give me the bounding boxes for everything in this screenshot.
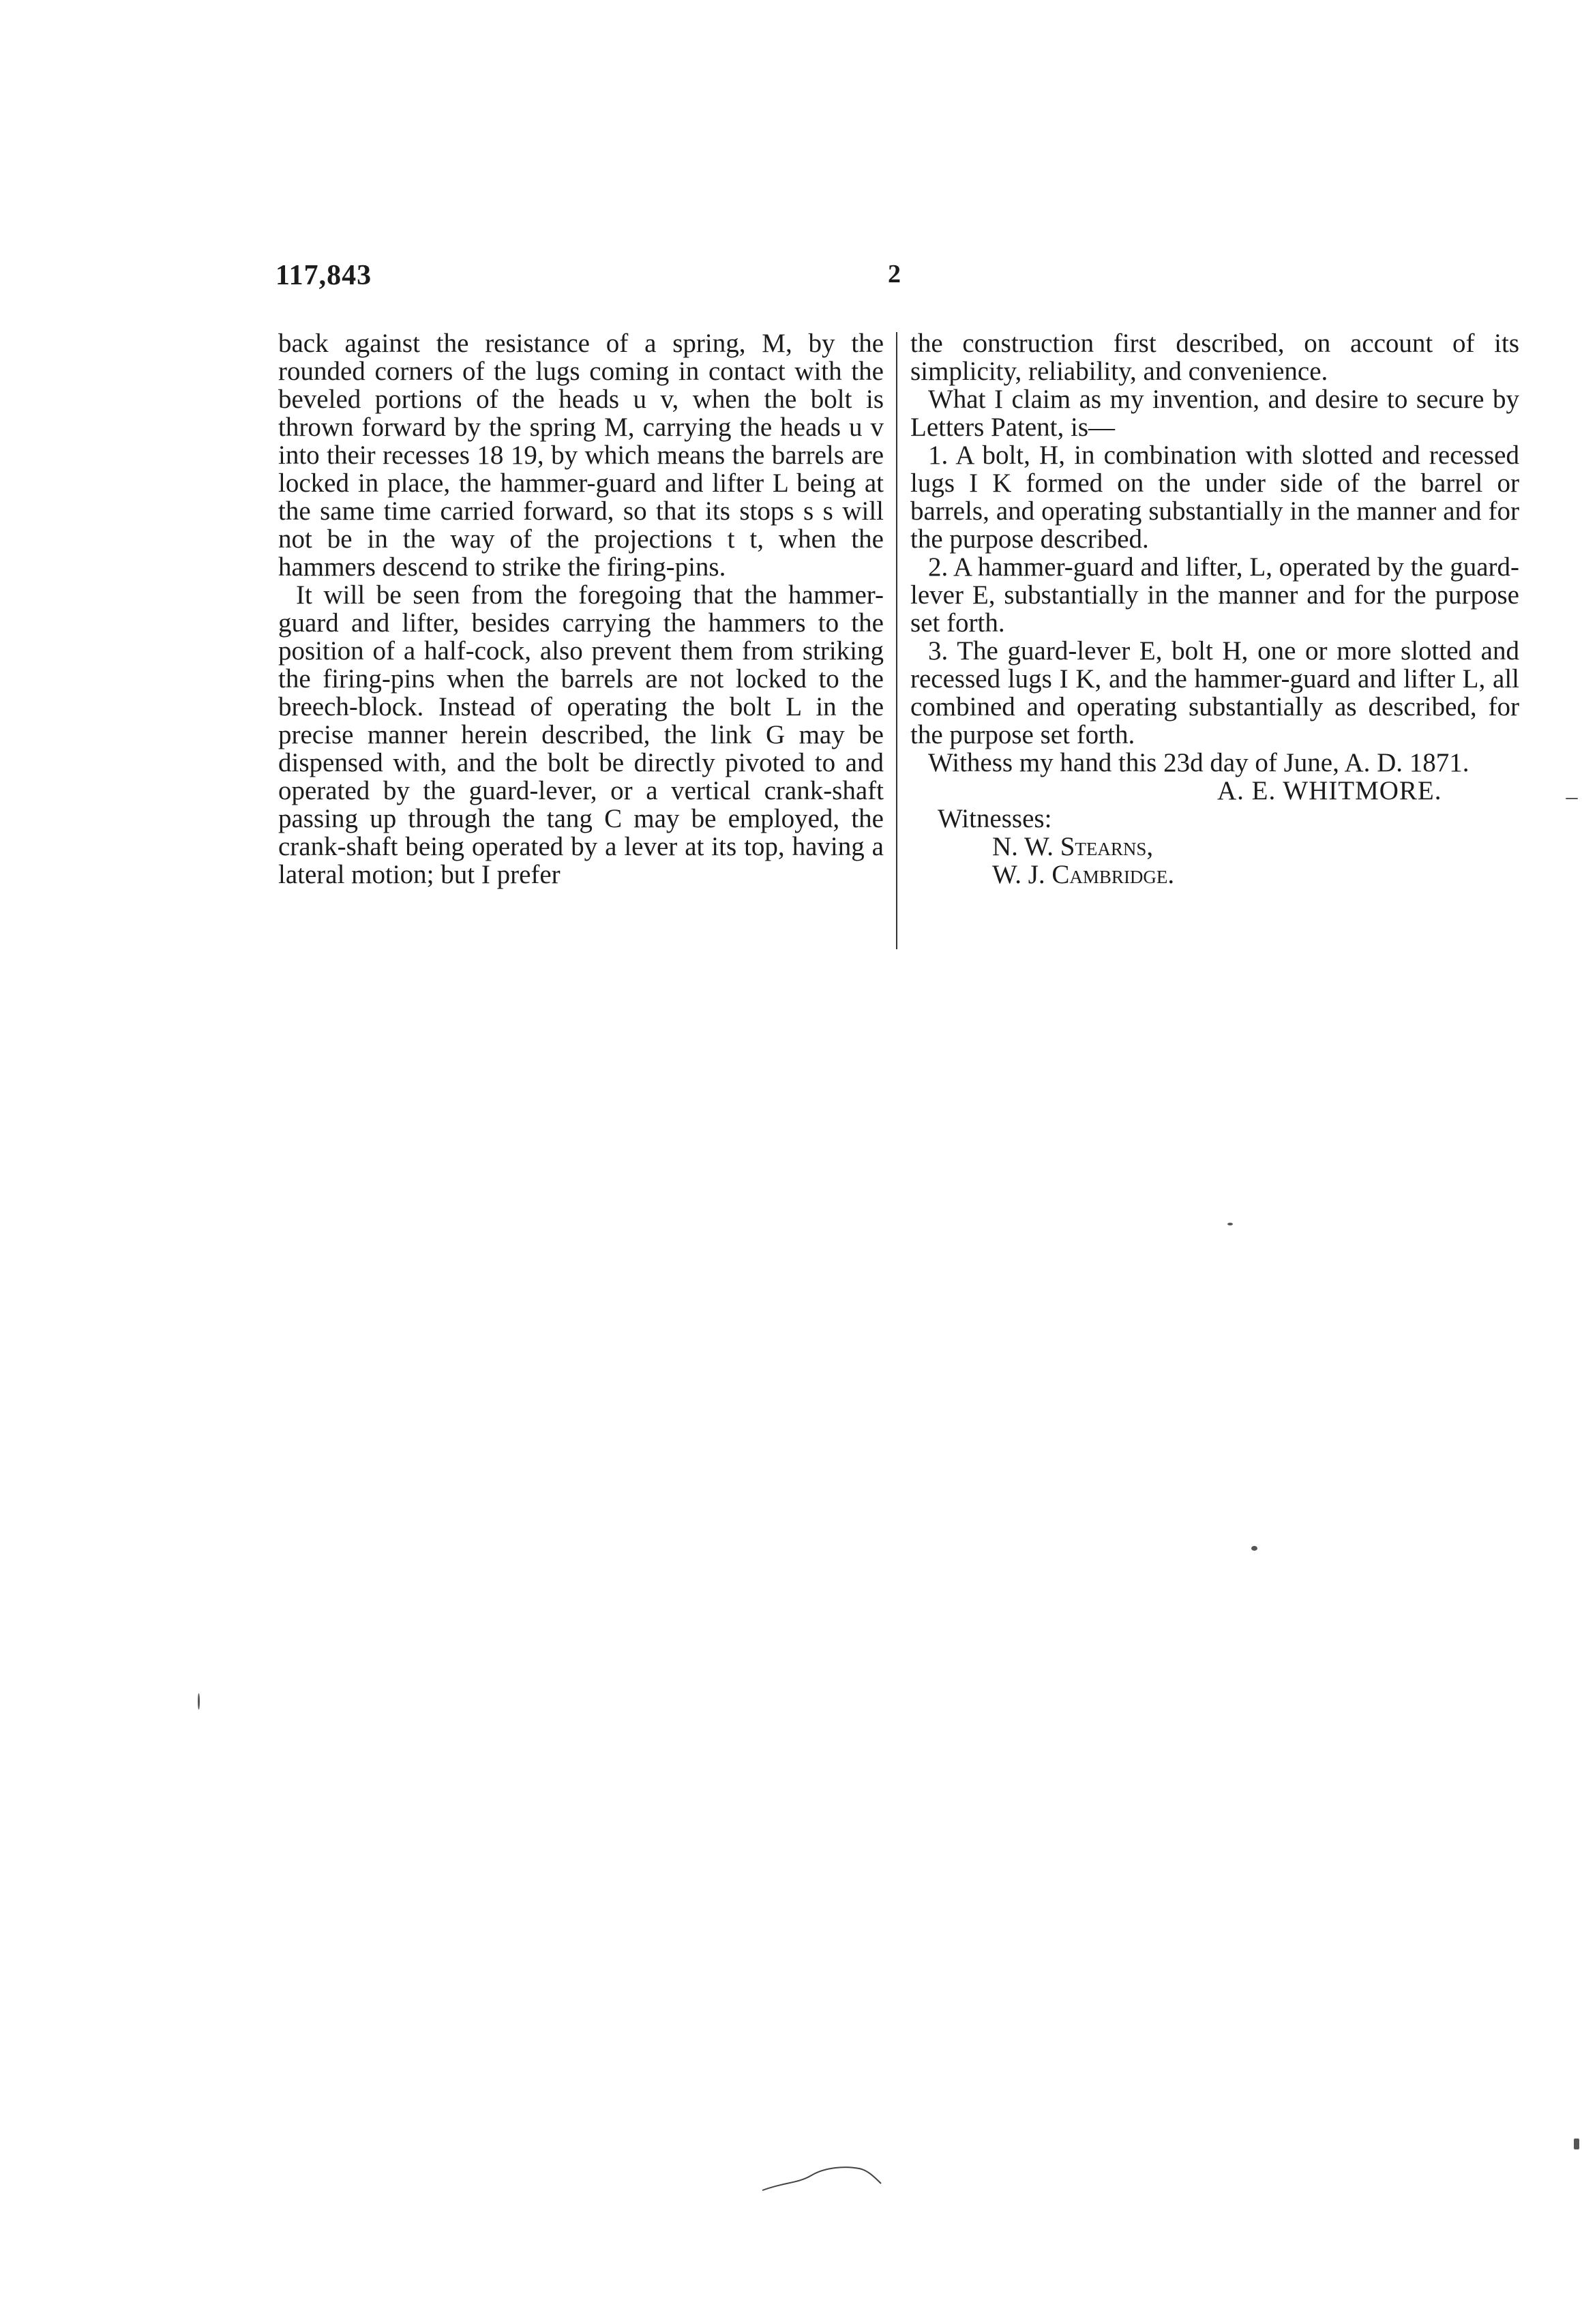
scan-speck [198, 1693, 200, 1710]
claim-3: 3. The guard-lever E, bolt H, one or more slotted and recessed lugs I K, and the hammer-guard and lifter L, all combined and operating substantially as described, for the purpose set forth. [910, 636, 1519, 749]
right-paragraph-1: the construction first described, on account of its simplicity, reliability, and convenience. [910, 329, 1519, 386]
left-paragraph-1: back against the resistance of a spring, M, by the rounded corners of the lugs coming in contact with the beveled portions of the heads u v, when the bolt is thrown forward by the spring M, carrying the heads u v into their recesses 18 19, by which means the barrels are locked in place, the hammer-guard and lifter L being at the same time carried forward, so that its stops s s will not be in the way of the projections t t, when the hammers descend to strike the firing-pins. [278, 329, 884, 582]
witness-clause: Withess my hand this 23d day of June, A. D. 1871. [928, 748, 1469, 777]
claim-1: 1. A bolt, H, in combination with slotted and recessed lugs I K formed on the under side of the barrel or barrels, and operating substantially in the manner and for the purpose described. [910, 441, 1519, 554]
witness-2: W. J. Cambridge. [992, 860, 1175, 889]
witnesses-label: Witnesses: [938, 804, 1052, 833]
left-paragraph-2: It will be seen from the foregoing that the hammer-guard and lifter, besides carrying the hammers to the position of a half-cock, also prevent them from striking the firing-pins when the barrels are not locked to the breech-block. Instead of operating the bolt L in the precise manner herein described, the link G may be dispensed with, and the bolt be directly pivoted to and operated by the guard-lever, or a vertical crank-shaft passing up through the tang C may be employed, the crank-shaft being operated by a lever at its top, having a lateral motion; but I prefer [278, 580, 884, 889]
claim-intro: What I claim as my invention, and desire to secure by Letters Patent, is— [910, 385, 1519, 442]
left-column [278, 329, 884, 889]
patent-number: 117,843 [275, 260, 372, 291]
column-divider [896, 332, 897, 949]
signature: A. E. WHITMORE. [1217, 776, 1442, 805]
scan-speck [1251, 1546, 1257, 1551]
scan-speck [1566, 798, 1578, 799]
page-number: 2 [888, 260, 901, 288]
scan-speck [1227, 1223, 1233, 1225]
witness-1: N. W. Stearns, [992, 832, 1154, 861]
pen-stroke-mark [757, 2148, 893, 2203]
scan-speck [1574, 2139, 1579, 2149]
claim-2: 2. A hammer-guard and lifter, L, operated by the guard-lever E, substantially in the manner and for the purpose set forth. [910, 552, 1519, 638]
right-column [910, 329, 1519, 889]
